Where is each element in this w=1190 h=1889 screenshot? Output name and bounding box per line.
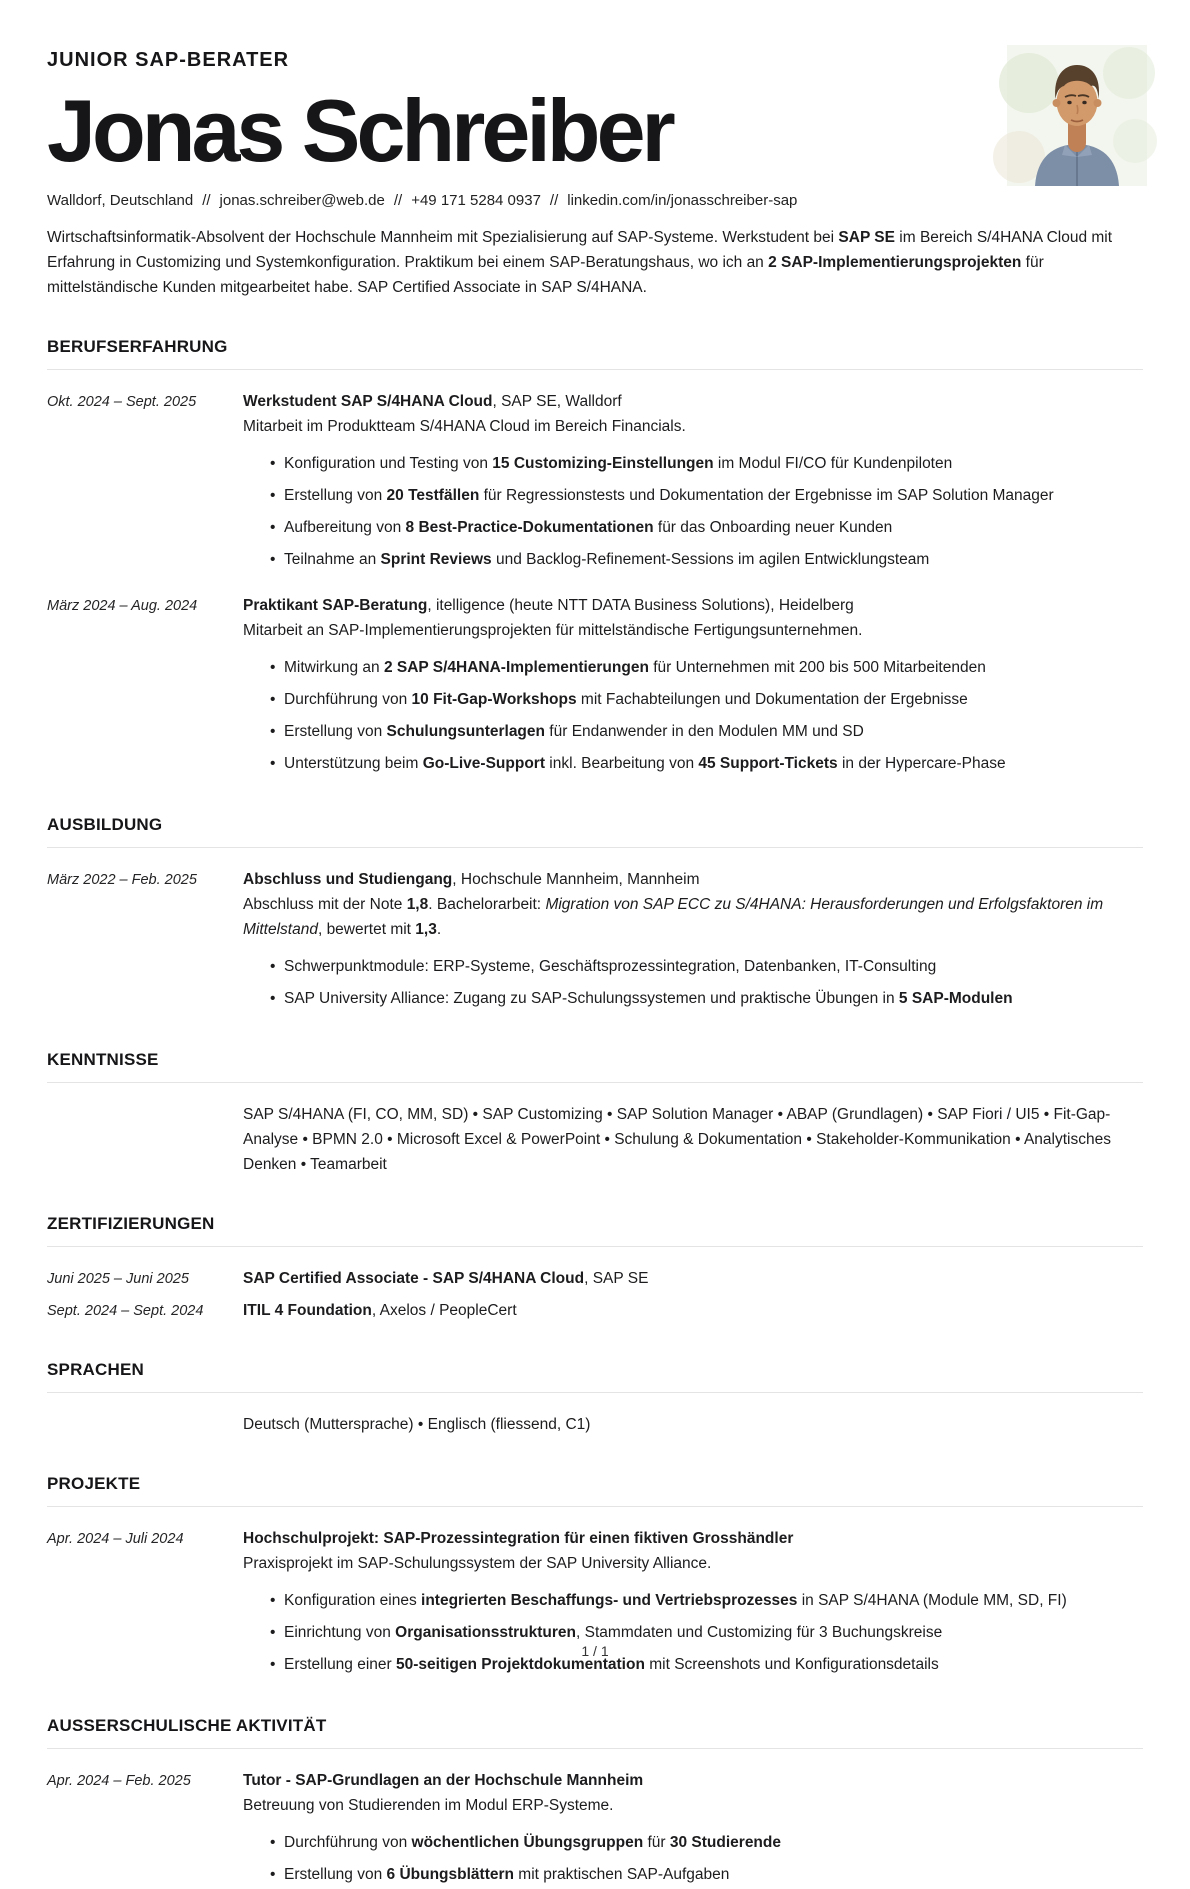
contact-item: +49 171 5284 0937 xyxy=(411,192,541,209)
section-entries xyxy=(47,867,1143,1013)
entry-date: März 2024 – Aug. 2024 xyxy=(47,598,198,614)
bullet-item xyxy=(269,451,1143,476)
bullet-item xyxy=(269,1862,1143,1887)
section-entries xyxy=(47,1102,1143,1177)
section-title: PROJEKTE xyxy=(47,1473,1143,1507)
text-segment: Praxisprojekt im SAP-Schulungssystem der SAP University Alliance. xyxy=(243,1555,712,1572)
text-segment: Tutor - SAP-Grundlagen an der Hochschule Mannheim xyxy=(243,1772,644,1789)
text-segment: SAP University Alliance: Zugang zu SAP-Schulungssystemen und praktische Übungen in xyxy=(284,990,899,1007)
text-segment: Erstellung von xyxy=(284,487,387,504)
text-segment: Konfiguration eines xyxy=(284,1592,422,1609)
entry-date: Apr. 2024 – Feb. 2025 xyxy=(47,1773,191,1789)
text-segment: 5 SAP-Modulen xyxy=(898,990,1013,1007)
entry-content xyxy=(243,1298,1143,1323)
text-segment: für das Onboarding neuer Kunden xyxy=(653,519,893,536)
entry-content xyxy=(243,593,1143,778)
resume-entry xyxy=(47,1102,1143,1177)
text-segment: . xyxy=(436,921,442,938)
bullet-item xyxy=(269,954,1143,979)
text-segment: , itelligence (heute NTT DATA Business Solutions), Heidelberg xyxy=(427,597,854,614)
text-segment: mit Fachabteilungen und Dokumentation der Ergebnisse xyxy=(576,691,968,708)
section-entries xyxy=(47,389,1143,778)
text-segment: , Hochschule Mannheim, Mannheim xyxy=(452,871,700,888)
text-segment: für xyxy=(643,1834,670,1851)
entry-bullets xyxy=(243,451,1143,572)
text-segment: 45 Support-Tickets xyxy=(698,755,838,772)
resume-entry xyxy=(47,867,1143,1013)
entry-bullets xyxy=(243,1588,1143,1677)
text-segment: SAP SE xyxy=(838,229,895,246)
section-title: KENNTNISSE xyxy=(47,1049,1143,1083)
resume-section xyxy=(47,336,1143,778)
page-footer xyxy=(0,1643,1190,1659)
text-segment: inkl. Bearbeitung von xyxy=(545,755,699,772)
text-segment: Teilnahme an xyxy=(284,551,381,568)
text-segment: 1,3 xyxy=(415,921,437,938)
text-segment: 10 Fit-Gap-Workshops xyxy=(411,691,577,708)
text-segment: Hochschulprojekt: SAP-Prozessintegration für einen fiktiven Grosshändler xyxy=(243,1530,794,1547)
role-label: JUNIOR SAP-BERATER xyxy=(47,49,290,71)
text-segment: . Bachelorarbeit: xyxy=(428,896,546,913)
bullet-item xyxy=(269,751,1143,776)
bullet-item xyxy=(269,655,1143,680)
resume-header xyxy=(47,47,1143,300)
entry-subtitle xyxy=(243,1793,1143,1818)
bullet-item xyxy=(269,1588,1143,1613)
text-segment: mit praktischen SAP-Aufgaben xyxy=(513,1866,730,1883)
text-segment: , bewertet mit xyxy=(317,921,416,938)
bullet-item xyxy=(269,1830,1143,1855)
resume-section xyxy=(47,1049,1143,1177)
entry-date xyxy=(47,1102,243,1177)
entry-title xyxy=(243,1526,1143,1551)
page-number: 1 / 1 xyxy=(581,1643,609,1659)
text-segment: Praktikant SAP-Beratung xyxy=(243,597,428,614)
summary-paragraph xyxy=(47,225,1143,300)
bullet-item xyxy=(269,547,1143,572)
text-segment: Schwerpunktmodule: ERP-Systeme, Geschäftsprozessintegration, Datenbanken, IT-Consulting xyxy=(284,958,937,975)
bullet-item xyxy=(269,687,1143,712)
entry-bullets xyxy=(243,655,1143,776)
text-segment: Abschluss mit der Note xyxy=(243,896,407,913)
text-segment: 15 Customizing-Einstellungen xyxy=(492,455,714,472)
resume-entry xyxy=(47,1768,1143,1889)
text-segment: für Regressionstests und Dokumentation der Ergebnisse im SAP Solution Manager xyxy=(479,487,1054,504)
text-segment: , SAP SE, Walldorf xyxy=(492,393,622,410)
section-entries xyxy=(47,1412,1143,1437)
text-segment: Durchführung von xyxy=(284,1834,412,1851)
profile-photo-illustration xyxy=(1007,45,1147,186)
text-segment: für Unternehmen mit 200 bis 500 Mitarbeitenden xyxy=(648,659,986,676)
entry-date: Juni 2025 – Juni 2025 xyxy=(47,1271,189,1287)
text-segment: , SAP SE xyxy=(584,1270,649,1287)
entry-date xyxy=(47,1412,243,1437)
text-segment: 30 Studierende xyxy=(669,1834,781,1851)
entry-subtitle xyxy=(243,618,1143,643)
text-segment: im Modul FI/CO für Kundenpiloten xyxy=(713,455,953,472)
person-name: Jonas Schreiber xyxy=(47,81,672,180)
entry-bullets xyxy=(243,954,1143,1011)
entry-title xyxy=(243,867,1143,892)
text-segment: wöchentlichen Übungsgruppen xyxy=(411,1834,644,1851)
contact-item: jonas.schreiber@web.de xyxy=(219,192,385,209)
entry-title xyxy=(243,593,1143,618)
text-segment: in SAP S/4HANA (Module MM, SD, FI) xyxy=(797,1592,1067,1609)
text-segment: SAP Certified Associate - SAP S/4HANA Cloud xyxy=(243,1270,585,1287)
bullet-item xyxy=(269,483,1143,508)
text-segment: Betreuung von Studierenden im Modul ERP-Systeme. xyxy=(243,1797,614,1814)
resume-entry xyxy=(47,1266,1143,1291)
text-segment: für Endanwender in den Modulen MM und SD xyxy=(545,723,864,740)
resume-section xyxy=(47,814,1143,1013)
entry-date: Apr. 2024 – Juli 2024 xyxy=(47,1531,184,1547)
contact-item: linkedin.com/in/jonasschreiber-sap xyxy=(567,192,798,209)
resume-entry xyxy=(47,389,1143,574)
contact-item: Walldorf, Deutschland xyxy=(47,192,194,209)
entry-subtitle xyxy=(243,892,1143,942)
bullet-item xyxy=(269,515,1143,540)
entry-content xyxy=(243,1768,1143,1889)
text-segment: 20 Testfällen xyxy=(386,487,480,504)
entry-title xyxy=(243,389,1143,414)
section-title: AUSBILDUNG xyxy=(47,814,1143,848)
text-segment: im Bereich S/4HANA Cloud mit Erfahrung in Customizing und Systemkonfiguration. Praktikum bei einem SAP-Beratungshaus, wo ich an xyxy=(47,229,1113,271)
entry-bullets xyxy=(243,1830,1143,1887)
bullet-item xyxy=(269,1620,1143,1645)
section-title: AUSSERSCHULISCHE AKTIVITÄT xyxy=(47,1715,1143,1749)
text-segment: und Backlog-Refinement-Sessions im agilen Entwicklungsteam xyxy=(491,551,930,568)
text-segment: Mitarbeit im Produktteam S/4HANA Cloud im Bereich Financials. xyxy=(243,418,686,435)
text-segment: SAP S/4HANA (FI, CO, MM, SD) • SAP Customizing • SAP Solution Manager • ABAP (Grundlagen) • SAP Fiori / UI5 • Fit-Gap-Analyse • BPMN 2.0 • Microsoft Excel & PowerPoint • Schulung & Dokumentation • Stakeholder-Kommunikation • Analytisches Denken • Teamarbeit xyxy=(243,1106,1111,1173)
resume-section xyxy=(47,1715,1143,1889)
bullet-item xyxy=(269,986,1143,1011)
text-segment: Schulungsunterlagen xyxy=(386,723,545,740)
entry-subtitle xyxy=(243,414,1143,439)
profile-photo xyxy=(1007,45,1147,186)
entry-date: Sept. 2024 – Sept. 2024 xyxy=(47,1303,204,1319)
entry-content xyxy=(243,1412,1143,1437)
entry-subtitle xyxy=(243,1412,1143,1437)
entry-date: Okt. 2024 – Sept. 2025 xyxy=(47,394,197,410)
resume-entry xyxy=(47,593,1143,778)
text-segment: 2 SAP S/4HANA-Implementierungen xyxy=(383,659,649,676)
text-segment: , Axelos / PeopleCert xyxy=(371,1302,517,1319)
text-segment: Deutsch (Muttersprache) • Englisch (fliessend, C1) xyxy=(243,1416,591,1433)
text-segment: Unterstützung beim xyxy=(284,755,423,772)
bullet-item xyxy=(269,719,1143,744)
section-entries xyxy=(47,1768,1143,1889)
entry-title xyxy=(243,1298,1143,1323)
text-segment: , Stammdaten und Customizing für 3 Buchungskreise xyxy=(576,1624,943,1641)
entry-title xyxy=(243,1266,1143,1291)
text-segment: Erstellung von xyxy=(284,1866,387,1883)
resume-entry xyxy=(47,1298,1143,1323)
text-segment: ITIL 4 Foundation xyxy=(243,1302,372,1319)
text-segment: Abschluss und Studiengang xyxy=(243,871,453,888)
text-segment: 6 Übungsblättern xyxy=(386,1866,514,1883)
text-segment: für mittelständische Kunden mitgearbeitet habe. SAP Certified Associate in SAP S/4HANA. xyxy=(47,254,1044,296)
text-segment: 8 Best-Practice-Dokumentationen xyxy=(405,519,654,536)
text-segment: 50-seitigen Projektdokumentation xyxy=(396,1656,645,1673)
section-entries xyxy=(47,1266,1143,1323)
text-segment: Go-Live-Support xyxy=(422,755,545,772)
text-segment: Erstellung einer xyxy=(284,1656,397,1673)
text-segment: Mitarbeit an SAP-Implementierungsprojekten für mittelständische Fertigungsunternehmen. xyxy=(243,622,863,639)
contact-separator: // xyxy=(393,192,403,209)
entry-date: März 2022 – Feb. 2025 xyxy=(47,872,197,888)
section-title: ZERTIFIZIERUNGEN xyxy=(47,1213,1143,1247)
text-segment: in der Hypercare-Phase xyxy=(837,755,1006,772)
text-segment: Erstellung von xyxy=(284,723,387,740)
text-segment: Durchführung von xyxy=(284,691,412,708)
text-segment: Werkstudent SAP S/4HANA Cloud xyxy=(243,393,493,410)
entry-content xyxy=(243,389,1143,574)
resume-section xyxy=(47,1359,1143,1437)
text-segment: Wirtschaftsinformatik-Absolvent der Hochschule Mannheim mit Spezialisierung auf SAP-Systeme. Werkstudent bei xyxy=(47,229,839,246)
text-segment: Organisationsstrukturen xyxy=(395,1624,577,1641)
entry-title xyxy=(243,1768,1143,1793)
section-title: SPRACHEN xyxy=(47,1359,1143,1393)
text-segment: Einrichtung von xyxy=(284,1624,396,1641)
text-segment: Migration von SAP ECC zu S/4HANA: Herausforderungen und Erfolgsfaktoren im Mittelstand xyxy=(243,896,1104,938)
entry-content xyxy=(243,867,1143,1013)
entry-content xyxy=(243,1266,1143,1291)
entry-subtitle xyxy=(243,1551,1143,1576)
text-segment: Aufbereitung von xyxy=(284,519,406,536)
resume-entry xyxy=(47,1412,1143,1437)
text-segment: Sprint Reviews xyxy=(380,551,492,568)
section-title: BERUFSERFAHRUNG xyxy=(47,336,1143,370)
text-segment: 1,8 xyxy=(406,896,429,913)
entry-subtitle xyxy=(243,1102,1143,1177)
text-segment: Mitwirkung an xyxy=(284,659,384,676)
text-segment: 2 SAP-Implementierungsprojekten xyxy=(768,254,1022,271)
contact-separator: // xyxy=(549,192,559,209)
contact-line xyxy=(47,191,1143,211)
text-segment: Konfiguration und Testing von xyxy=(284,455,493,472)
text-segment: integrierten Beschaffungs- und Vertriebsprozesses xyxy=(421,1592,798,1609)
contact-separator: // xyxy=(202,192,211,209)
resume-section xyxy=(47,1213,1143,1323)
text-segment: mit Screenshots und Konfigurationsdetails xyxy=(644,1656,939,1673)
entry-content xyxy=(243,1102,1143,1177)
